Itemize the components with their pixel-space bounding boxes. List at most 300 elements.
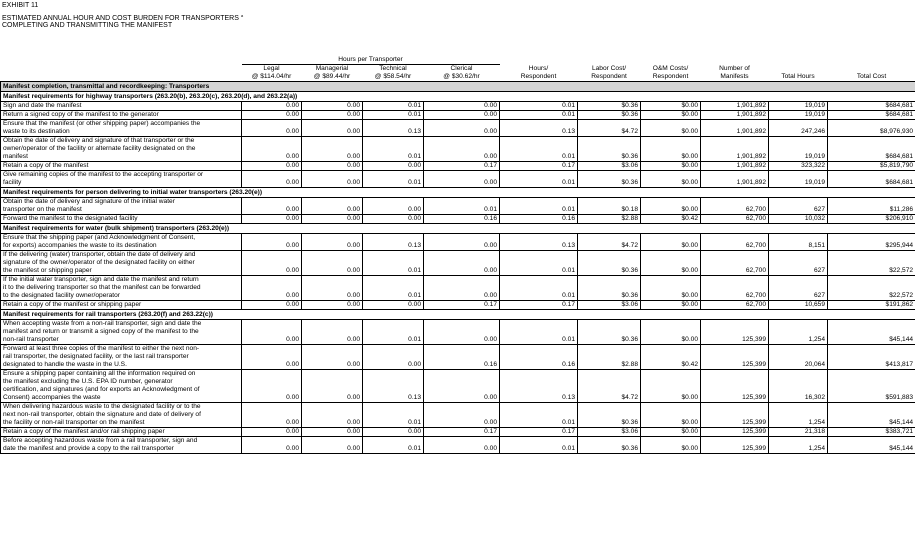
table-row [1,437,915,454]
row-value: 0.00 [302,403,363,428]
row-value: 0.00 [302,234,363,251]
row-value: 0.00 [242,403,302,428]
row-value: $4.72 [578,120,641,137]
description-line: Sign and date the manifest [3,102,82,109]
row-description [1,428,242,437]
description-line: Before accepting hazardous waste from a rail transporter, sign and [3,437,198,444]
row-value: 0.00 [363,162,424,171]
row-value: $0.42 [641,345,701,370]
description-line: Ensure that the manifest (or other shipping paper) accompanies the [3,120,201,127]
row-value: 125,399 [701,345,769,370]
row-value: $0.00 [641,137,701,162]
description-line: non-rail transporter [3,336,59,343]
row-value: 0.13 [500,370,578,403]
row-value: 0.01 [363,437,424,454]
row-description [1,111,242,120]
row-value: 0.00 [363,198,424,215]
row-value: 0.17 [424,301,500,310]
row-value: 0.17 [500,428,578,437]
row-value: $0.36 [578,102,641,111]
row-value: 0.17 [424,428,500,437]
row-value: 0.01 [363,111,424,120]
row-value: 0.17 [500,301,578,310]
row-value: $0.36 [578,137,641,162]
row-description [1,370,242,403]
title-text: ESTIMATED ANNUAL HOUR AND COST BURDEN FOR TRANSPORTERS [2,15,239,22]
row-value: $0.00 [641,437,701,454]
description-line: If the delivering (water) transporter, obtain the date of delivery and [3,251,196,258]
row-value: $4.72 [578,370,641,403]
description-line: When delivering hazardous waste to the designated facility or to the [3,403,201,410]
row-value: 0.00 [242,111,302,120]
section-title: Manifest completion, transmittal and recordkeeping: Transporters [1,82,915,92]
row-value: $295,944 [828,234,915,251]
row-value: 0.01 [424,198,500,215]
row-value: 0.00 [302,198,363,215]
row-value: $0.00 [641,162,701,171]
row-value: 0.01 [363,276,424,301]
row-value: $45,144 [828,437,915,454]
row-value: 0.17 [500,162,578,171]
row-value: 0.17 [424,162,500,171]
column-header-line: Managerial [315,65,349,72]
row-value: 0.01 [500,437,578,454]
column-header-line: Legal [263,65,280,72]
row-value: 19,019 [769,137,828,162]
row-value: 0.13 [500,234,578,251]
subsection-header-row [1,92,915,102]
column-header [424,65,500,82]
description-line: Retain a copy of the manifest and/or rail shipping paper [3,428,165,435]
row-value: $0.00 [641,111,701,120]
row-value: 125,399 [701,428,769,437]
row-value: 0.00 [242,370,302,403]
row-value: $2.88 [578,345,641,370]
row-value: 0.00 [363,428,424,437]
description-line: the manifest or shipping paper [3,267,92,274]
row-value: 0.00 [424,276,500,301]
group-header: Hours per Transporter [242,56,500,65]
description-line: Forward at least three copies of the manifest to either the next non- [3,345,200,352]
row-description [1,234,242,251]
row-value: 1,901,892 [701,137,769,162]
table-row [1,276,915,301]
row-value: 0.00 [302,428,363,437]
table-row [1,301,915,310]
row-value: 0.00 [242,234,302,251]
table-row [1,102,915,111]
table-row [1,370,915,403]
row-value: 0.00 [302,320,363,345]
row-value: 0.00 [242,102,302,111]
section-title: Manifest requirements for water (bulk shipment) transporters (263.20(e)) [1,224,915,234]
row-value: 0.00 [302,162,363,171]
row-value: 0.13 [363,234,424,251]
column-header-line: @ $114.04/hr [251,73,292,80]
row-value: 0.00 [302,102,363,111]
row-value: 0.00 [424,370,500,403]
row-value: $206,910 [828,215,915,224]
column-header [363,65,424,82]
row-value: $0.18 [578,198,641,215]
column-header-line: Total Hours [781,73,815,80]
row-value: 0.00 [242,198,302,215]
row-value: 0.00 [424,102,500,111]
row-value: $0.00 [641,171,701,188]
row-value: 0.00 [424,120,500,137]
row-value: 0.00 [302,301,363,310]
row-value: 0.00 [424,320,500,345]
row-value: 0.00 [302,276,363,301]
column-header-line: Total Cost [856,73,887,80]
row-value: 19,019 [769,102,828,111]
row-value: 20,064 [769,345,828,370]
description-line: Ensure that the shipping paper (and Acknowledgment of Consent, [3,234,196,241]
row-value: $684,681 [828,102,915,111]
row-value: 125,399 [701,403,769,428]
row-value: 627 [769,276,828,301]
row-value: $0.36 [578,111,641,120]
table-row [1,320,915,345]
row-value: $0.00 [641,320,701,345]
row-value: $0.00 [641,301,701,310]
column-header-line: O&M Costs/ [652,65,689,72]
row-value: $0.36 [578,403,641,428]
description-line: transporter on the manifest [3,206,82,213]
column-header [701,65,769,82]
exhibit-label: EXHIBIT 11 [2,2,39,9]
row-value: 10,032 [769,215,828,224]
row-value: 0.01 [500,137,578,162]
row-value: 0.01 [363,251,424,276]
row-value: $3.06 [578,301,641,310]
table-row [1,111,915,120]
row-description [1,403,242,428]
row-value: $383,721 [828,428,915,437]
row-value: 0.01 [500,403,578,428]
row-value: 1,901,892 [701,171,769,188]
row-value: 62,700 [701,234,769,251]
row-value: $0.00 [641,120,701,137]
row-description [1,301,242,310]
table-row [1,120,915,137]
row-value: 0.00 [302,111,363,120]
row-description [1,276,242,301]
row-value: 0.16 [424,215,500,224]
column-header [641,65,701,82]
row-value: 627 [769,251,828,276]
table-row [1,428,915,437]
subsection-header-row [1,310,915,320]
row-value: 1,901,892 [701,120,769,137]
subsection-header-row [1,188,915,198]
row-value: $0.00 [641,403,701,428]
row-description [1,345,242,370]
description-line: it to the delivering transporter so that the manifest can be forwarded [3,284,201,291]
row-value: $684,681 [828,111,915,120]
description-line: Forward the manifest to the designated facility [3,215,138,222]
section-title: Manifest requirements for rail transporters (263.20(f) and 263.22(c)) [1,310,915,320]
row-value: $5,819,790 [828,162,915,171]
row-value: $0.36 [578,437,641,454]
table-body [1,82,915,454]
row-value: $8,976,930 [828,120,915,137]
row-value: 0.00 [302,137,363,162]
row-value: 0.01 [363,171,424,188]
row-description [1,215,242,224]
row-description [1,162,242,171]
row-value: 1,901,892 [701,111,769,120]
row-value: 0.00 [424,234,500,251]
row-value: 323,322 [769,162,828,171]
row-value: 627 [769,198,828,215]
row-value: 10,659 [769,301,828,310]
description-line: waste to its destination [3,128,70,135]
row-value: 0.01 [500,111,578,120]
row-value: $0.00 [641,370,701,403]
row-value: $45,144 [828,403,915,428]
row-value: $22,572 [828,251,915,276]
row-value: $22,572 [828,276,915,301]
row-value: 1,254 [769,320,828,345]
row-value: 1,901,892 [701,102,769,111]
description-line: When accepting waste from a non-rail transporter, sign and date the [3,320,202,327]
column-header-row [1,65,915,82]
table-row [1,198,915,215]
row-description [1,437,242,454]
row-value: 62,700 [701,251,769,276]
row-value: 247,246 [769,120,828,137]
row-value: 0.00 [363,301,424,310]
column-header [242,65,302,82]
row-value: $0.36 [578,171,641,188]
row-value: 0.00 [424,437,500,454]
row-description [1,137,242,162]
row-value: 125,399 [701,370,769,403]
row-description [1,171,242,188]
row-value: $45,144 [828,320,915,345]
column-header [500,65,578,82]
row-value: 0.13 [363,120,424,137]
row-value: 0.01 [363,137,424,162]
description-line: manifest and return or transmit a signed copy of the manifest to the [3,328,199,335]
column-header-line: @ $58.54/hr [374,73,412,80]
row-value: 0.16 [500,345,578,370]
column-header-line: Clerical [450,65,473,72]
row-description [1,198,242,215]
row-value: $3.06 [578,162,641,171]
column-header-line: @ $30.62/hr [443,73,480,80]
row-value: 0.00 [424,111,500,120]
row-value: 0.00 [363,215,424,224]
row-value: 0.16 [500,215,578,224]
table-row [1,215,915,224]
row-value: 0.00 [302,251,363,276]
group-header-row [1,56,915,65]
row-value: 0.00 [302,437,363,454]
table-row [1,345,915,370]
description-line: designated to handle the waste in the U.S. [3,361,127,368]
row-value: 1,254 [769,437,828,454]
column-header [578,65,641,82]
row-value: 0.01 [363,320,424,345]
row-value: 0.00 [302,215,363,224]
row-value: 0.00 [302,370,363,403]
row-value: 0.01 [363,403,424,428]
row-value: 0.00 [242,301,302,310]
column-header-line: Hours/ [528,65,549,72]
row-value: 0.01 [500,102,578,111]
row-value: 0.00 [242,120,302,137]
column-header-line: Labor Cost/ [591,65,627,72]
row-value: 125,399 [701,320,769,345]
description-line: signature of the owner/operator of the designated facility on either [3,259,195,266]
row-value: 8,151 [769,234,828,251]
table-row [1,171,915,188]
description-line: Ensure a shipping paper containing all the information required on [3,370,196,377]
description-line: the facility or non-rail transporter on the manifest [3,419,145,426]
row-value: $591,883 [828,370,915,403]
description-line: owner/operator of the facility or alternate facility designated on the [3,145,196,152]
description-line: rail transporter, the designated facility, or the last rail transporter [3,353,189,360]
row-value: 0.00 [242,276,302,301]
row-value: $684,681 [828,137,915,162]
row-value: 0.00 [424,403,500,428]
footnote-mark: a [240,13,244,18]
column-header-line: Number of [719,65,750,72]
row-value: $0.36 [578,320,641,345]
row-value: 0.01 [500,276,578,301]
row-value: 0.01 [500,198,578,215]
row-value: 0.00 [242,137,302,162]
section-title: Manifest requirements for highway transporters (263.20(b), 263.20(c), 263.20(d), and 263.22(a)) [1,92,915,102]
row-value: 21,318 [769,428,828,437]
row-value: 0.00 [242,171,302,188]
row-value: $0.00 [641,234,701,251]
row-value: $0.00 [641,428,701,437]
row-value: 0.00 [363,345,424,370]
column-header-line: Manifests [720,73,749,80]
row-value: 0.00 [424,251,500,276]
row-value: 62,700 [701,276,769,301]
column-header-line: Technical [379,65,407,72]
row-description [1,251,242,276]
table-row [1,251,915,276]
row-value: $4.72 [578,234,641,251]
row-value: 1,254 [769,403,828,428]
row-value: 16,302 [769,370,828,403]
row-value: $0.42 [641,215,701,224]
column-header [828,65,915,82]
section-header-row [1,82,915,92]
table-row [1,137,915,162]
row-description [1,120,242,137]
description-line: facility [3,179,22,186]
row-value: 0.00 [242,251,302,276]
row-value: 0.00 [424,171,500,188]
row-value: 0.13 [363,370,424,403]
row-value: 0.00 [242,428,302,437]
row-value: 0.00 [242,215,302,224]
row-value: $3.06 [578,428,641,437]
row-value: $0.00 [641,102,701,111]
table-row [1,403,915,428]
row-value: 0.01 [500,171,578,188]
row-value: 0.00 [242,345,302,370]
description-line: Consent) accompanies the waste [3,394,101,401]
row-value: 19,019 [769,171,828,188]
description-line: Give remaining copies of the manifest to the accepting transporter or [3,171,204,178]
subsection-header-row [1,224,915,234]
row-value: $191,862 [828,301,915,310]
row-value: $0.36 [578,251,641,276]
row-value: 0.16 [424,345,500,370]
row-value: 1,901,892 [701,162,769,171]
row-value: 0.00 [302,171,363,188]
row-value: 0.00 [242,162,302,171]
row-value: 0.00 [302,120,363,137]
table-row [1,234,915,251]
row-value: $0.00 [641,251,701,276]
column-header [302,65,363,82]
column-header-line: Respondent [652,73,689,80]
row-value: 125,399 [701,437,769,454]
row-value: $11,286 [828,198,915,215]
row-value: $0.00 [641,198,701,215]
row-value: 0.01 [500,251,578,276]
row-value: 0.01 [500,320,578,345]
row-value: $684,681 [828,171,915,188]
row-description [1,320,242,345]
description-line: date the manifest and provide a copy to the rail transporter [3,445,174,452]
description-line: certification, and signatures (and for exports an Acknowledgment of [3,386,200,393]
description-line: Obtain the date of delivery and signature of the initial water [3,198,175,205]
row-value: 62,700 [701,215,769,224]
description-line: manifest [3,153,28,160]
row-value: 0.01 [363,102,424,111]
row-value: $0.36 [578,276,641,301]
column-header-line: Respondent [591,73,627,80]
description-line: next non-rail transporter, obtain the signature and date of delivery of [3,411,201,418]
column-header [769,65,828,82]
row-value: 0.00 [242,437,302,454]
description-line: to the designated facility owner/operator [3,292,120,299]
description-line: Return a signed copy of the manifest to the generator [3,111,159,118]
section-title: Manifest requirements for person delivering to initial water transporters (263.20(e)) [1,188,915,198]
row-value: 0.00 [242,320,302,345]
row-value: 0.00 [424,137,500,162]
description-line: Retain a copy of the manifest [3,162,89,169]
table-row [1,162,915,171]
title-line-2: COMPLETING AND TRANSMITTING THE MANIFEST [2,22,173,29]
row-value: $2.88 [578,215,641,224]
description-line: Obtain the date of delivery and signature of that transporter or the [3,137,195,144]
row-value: $0.00 [641,276,701,301]
burden-table [0,56,915,454]
row-value: 0.13 [500,120,578,137]
column-header-line: Respondent [520,73,557,80]
row-value: 0.00 [302,345,363,370]
row-value: 62,700 [701,198,769,215]
description-line: for exports) accompanies the waste to its destination [3,242,157,249]
row-value: $413,817 [828,345,915,370]
description-line: Retain a copy of the manifest or shipping paper [3,301,142,308]
description-line: the manifest excluding the U.S. EPA ID number, generator [3,378,173,385]
row-value: 19,019 [769,111,828,120]
column-header-line: @ $89.44/hr [313,73,351,80]
description-line: If the initial water transporter, sign and date the manifest and return [3,276,199,283]
row-description [1,102,242,111]
